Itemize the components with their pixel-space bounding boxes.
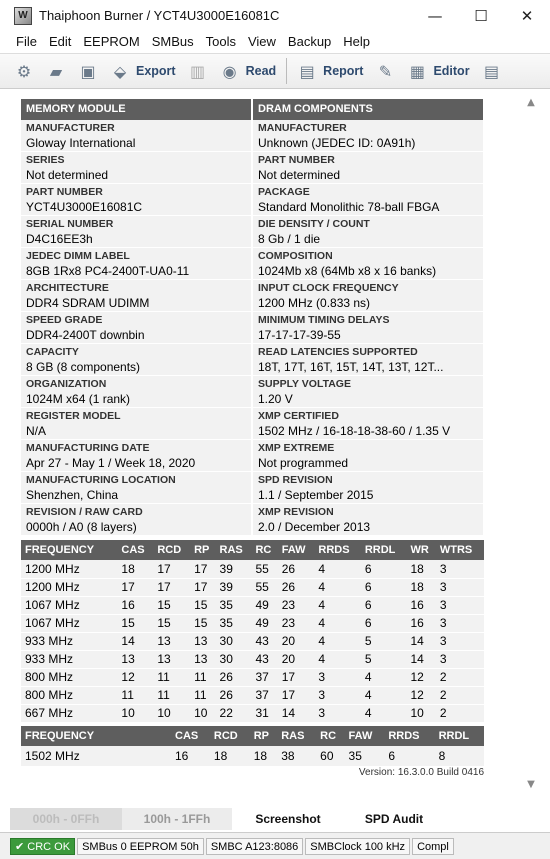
memory-module-field [21, 184, 251, 216]
table-cell: 1067 MHz [21, 596, 117, 614]
table-cell: 23 [278, 596, 315, 614]
table-cell: 18 [406, 560, 435, 578]
field-value: Unknown (JEDEC ID: 0A91h) [258, 136, 416, 150]
table-cell: 26 [278, 560, 315, 578]
export-button[interactable] [104, 56, 182, 86]
menu-file[interactable]: File [16, 33, 37, 49]
table-cell: 17 [190, 560, 215, 578]
dram-components-field [253, 216, 483, 248]
dram-components-column [253, 99, 483, 536]
lock-icon: ▥ [190, 61, 206, 81]
table-cell: 10 [190, 704, 215, 722]
table-row [21, 650, 484, 668]
field-value: 17-17-17-39-55 [258, 328, 341, 342]
memory-module-column [21, 99, 251, 536]
table-cell: 800 MHz [21, 686, 117, 704]
table-cell: 5 [361, 650, 407, 668]
window-title: Thaiphoon Burner / YCT4U3000E16081C [39, 8, 280, 23]
table-cell: 55 [251, 560, 277, 578]
timing-table [21, 540, 484, 723]
table-cell: 3 [314, 686, 360, 704]
table-cell: 1200 MHz [21, 560, 117, 578]
column-header: RRDS [314, 540, 360, 560]
table-cell: 3 [436, 650, 484, 668]
smbclock-status: SMBClock 100 kHz [305, 838, 410, 855]
table-cell: 39 [216, 560, 252, 578]
table-cell: 38 [277, 746, 316, 766]
memory-module-field [21, 312, 251, 344]
tools-button[interactable] [369, 56, 401, 86]
dram-components-field [253, 280, 483, 312]
table-cell: 11 [190, 668, 215, 686]
field-value: N/A [26, 424, 47, 438]
field-value: 8 GB (8 components) [26, 360, 141, 374]
dram-components-field [253, 408, 483, 440]
field-value: Standard Monolithic 78-ball FBGA [258, 200, 440, 214]
table-cell: 5 [361, 632, 407, 650]
table-cell: 667 MHz [21, 704, 117, 722]
table-cell: 16 [406, 596, 435, 614]
dram-components-field [253, 440, 483, 472]
column-header: RRDS [384, 726, 434, 746]
title-bar [0, 0, 550, 31]
version-label: Version: 16.3.0.0 Build 0416 [358, 767, 484, 778]
table-cell: 4 [314, 650, 360, 668]
table-cell: 55 [251, 578, 277, 596]
table-cell: 16 [117, 596, 153, 614]
memory-module-field [21, 152, 251, 184]
dram-components-field [253, 120, 483, 152]
table-cell: 43 [251, 650, 277, 668]
field-label: MANUFACTURING DATE [26, 442, 150, 454]
field-value: 1502 MHz / 16-18-18-38-60 / 1.35 V [258, 424, 451, 438]
save-button[interactable] [72, 56, 104, 86]
memory-module-field [21, 216, 251, 248]
column-header: FREQUENCY [21, 726, 171, 746]
table-cell: 14 [278, 704, 315, 722]
open-button[interactable] [40, 56, 72, 86]
editor-label: Editor [433, 64, 470, 78]
field-label: ORGANIZATION [26, 378, 107, 390]
menu-view[interactable]: View [247, 33, 276, 49]
tab-000h-0ffh[interactable]: 000h - 0FFh [10, 808, 122, 830]
memory-module-field [21, 504, 251, 536]
field-label: COMPOSITION [258, 250, 333, 262]
table-cell: 4 [361, 668, 407, 686]
column-header: FAW [278, 540, 315, 560]
export-label: Export [136, 64, 176, 78]
field-value: Gloway International [26, 136, 136, 150]
gear-icon: ⚙ [16, 61, 32, 81]
table-cell: 35 [345, 746, 385, 766]
table-row [21, 746, 484, 766]
xmp-timing-table [21, 726, 484, 766]
table-cell: 4 [314, 560, 360, 578]
spd-report-panel [8, 91, 518, 801]
dram-components-header: DRAM COMPONENTS [253, 99, 483, 120]
column-header: WR [406, 540, 435, 560]
table-row [21, 632, 484, 650]
timing-table-header [21, 540, 484, 560]
scroll-down-icon[interactable]: ▼ [527, 779, 535, 790]
view-tabs [10, 808, 540, 830]
field-value: D4C16EE3h [26, 232, 93, 246]
field-value: 1024M x64 (1 rank) [26, 392, 131, 406]
memory-module-field [21, 440, 251, 472]
floppy-disk-icon: ▣ [80, 61, 96, 81]
column-header: RRDL [435, 726, 484, 746]
table-cell: 4 [314, 578, 360, 596]
xmp-table-header [21, 726, 484, 746]
dram-components-field [253, 248, 483, 280]
menu-tools[interactable]: Tools [205, 33, 236, 49]
table-row [21, 614, 484, 632]
table-row [21, 668, 484, 686]
table-cell: 11 [117, 686, 153, 704]
table-cell: 30 [216, 650, 252, 668]
column-header: FAW [345, 726, 385, 746]
read-label: Read [245, 64, 277, 78]
table-cell: 3 [436, 614, 484, 632]
field-value: DDR4 SDRAM UDIMM [26, 296, 150, 310]
table-cell: 30 [216, 632, 252, 650]
table-cell: 10 [153, 704, 190, 722]
table-cell: 49 [251, 614, 277, 632]
table-cell: 14 [117, 632, 153, 650]
column-header: RAS [277, 726, 316, 746]
more-button[interactable] [476, 56, 508, 86]
table-cell: 35 [216, 596, 252, 614]
read-button[interactable] [214, 56, 283, 86]
minimize-button[interactable]: — [427, 6, 443, 25]
field-value: Apr 27 - May 1 / Week 18, 2020 [26, 456, 196, 470]
field-value: Not determined [26, 168, 109, 182]
field-label: PART NUMBER [26, 186, 103, 198]
field-label: MANUFACTURER [26, 122, 115, 134]
field-value: YCT4U3000E16081C [26, 200, 143, 214]
editor-icon: ▦ [409, 61, 426, 81]
table-cell: 3 [436, 632, 484, 650]
wrench-icon: ✎ [378, 61, 393, 81]
field-label: DIE DENSITY / COUNT [258, 218, 370, 230]
table-cell: 13 [117, 650, 153, 668]
table-cell: 1067 MHz [21, 614, 117, 632]
column-header: RC [316, 726, 344, 746]
field-value: 0000h / A0 (8 layers) [26, 520, 137, 534]
field-label: READ LATENCIES SUPPORTED [258, 346, 418, 358]
tab-100h-1ffh[interactable]: 100h - 1FFh [122, 808, 232, 830]
tab-screenshot[interactable]: Screenshot [255, 812, 321, 826]
field-label: INPUT CLOCK FREQUENCY [258, 282, 399, 294]
menu-bar [0, 31, 550, 51]
table-cell: 3 [314, 668, 360, 686]
table-cell: 13 [190, 650, 215, 668]
export-icon: ⬙ [113, 61, 127, 81]
editor-button[interactable] [401, 56, 475, 86]
field-label: SERIAL NUMBER [26, 218, 114, 230]
status-bar [0, 832, 550, 859]
table-cell: 2 [436, 704, 484, 722]
memory-module-field [21, 408, 251, 440]
table-cell: 800 MHz [21, 668, 117, 686]
table-cell: 39 [216, 578, 252, 596]
table-cell: 13 [153, 650, 190, 668]
table-cell: 18 [406, 578, 435, 596]
window-controls [412, 0, 550, 31]
column-header: WTRS [436, 540, 484, 560]
table-cell: 1200 MHz [21, 578, 117, 596]
table-cell: 15 [190, 596, 215, 614]
field-label: JEDEC DIMM LABEL [26, 250, 130, 262]
field-label: SUPPLY VOLTAGE [258, 378, 351, 390]
dram-components-field [253, 152, 483, 184]
menu-eeprom[interactable]: EEPROM [83, 33, 140, 49]
maximize-button[interactable]: ☐ [474, 6, 488, 25]
table-cell: 15 [117, 614, 153, 632]
table-cell: 6 [384, 746, 434, 766]
folder-icon: ▰ [49, 61, 63, 81]
field-value: 1.20 V [258, 392, 293, 406]
table-cell: 12 [117, 668, 153, 686]
smbc-status: SMBC A123:8086 [206, 838, 303, 855]
field-label: SERIES [26, 154, 65, 166]
toolbar [0, 53, 550, 89]
field-label: MANUFACTURING LOCATION [26, 474, 176, 486]
app-logo-icon: W [14, 7, 32, 25]
table-cell: 43 [251, 632, 277, 650]
field-label: REGISTER MODEL [26, 410, 121, 422]
table-cell: 18 [250, 746, 278, 766]
column-header: RP [250, 726, 278, 746]
field-label: XMP EXTREME [258, 442, 335, 454]
table-cell: 8 [435, 746, 484, 766]
table-cell: 15 [153, 614, 190, 632]
field-value: 1.1 / September 2015 [258, 488, 374, 502]
table-cell: 4 [361, 686, 407, 704]
column-header: RC [251, 540, 277, 560]
table-cell: 11 [190, 686, 215, 704]
read-magnifier-icon: ◉ [222, 61, 237, 81]
table-cell: 2 [436, 686, 484, 704]
memory-module-field [21, 472, 251, 504]
field-label: MINIMUM TIMING DELAYS [258, 314, 390, 326]
menu-smbus[interactable]: SMBus [151, 33, 194, 49]
table-cell: 26 [216, 686, 252, 704]
table-cell: 20 [278, 650, 315, 668]
field-value: Not determined [258, 168, 341, 182]
table-cell: 17 [153, 560, 190, 578]
table-row [21, 686, 484, 704]
table-cell: 4 [314, 614, 360, 632]
table-cell: 26 [278, 578, 315, 596]
table-cell: 4 [361, 704, 407, 722]
table-cell: 3 [436, 578, 484, 596]
dram-components-field [253, 504, 483, 536]
field-value: 18T, 17T, 16T, 15T, 14T, 13T, 12T... [258, 360, 444, 374]
table-cell: 17 [117, 578, 153, 596]
table-cell: 16 [171, 746, 210, 766]
table-cell: 2 [436, 668, 484, 686]
table-row [21, 560, 484, 578]
report-label: Report [323, 64, 364, 78]
table-cell: 13 [190, 632, 215, 650]
smbus-eeprom-status: SMBus 0 EEPROM 50h [77, 838, 204, 855]
report-button[interactable] [291, 56, 369, 86]
field-label: REVISION / RAW CARD [26, 506, 143, 518]
field-label: ARCHITECTURE [26, 282, 109, 294]
dram-components-field [253, 184, 483, 216]
table-cell: 4 [314, 596, 360, 614]
table-cell: 31 [251, 704, 277, 722]
table-cell: 933 MHz [21, 632, 117, 650]
table-cell: 17 [190, 578, 215, 596]
crc-status-badge: ✔ CRC OK [10, 838, 75, 855]
column-header: CAS [117, 540, 153, 560]
column-header: RP [190, 540, 215, 560]
table-cell: 37 [251, 668, 277, 686]
table-cell: 17 [278, 668, 315, 686]
column-header: RCD [153, 540, 190, 560]
field-value: 2.0 / December 2013 [258, 520, 371, 534]
memory-module-header: MEMORY MODULE [21, 99, 251, 120]
memory-module-field [21, 248, 251, 280]
table-cell: 11 [153, 686, 190, 704]
table-cell: 20 [278, 632, 315, 650]
table-cell: 3 [436, 596, 484, 614]
table-cell: 14 [406, 650, 435, 668]
table-cell: 6 [361, 560, 407, 578]
report-icon: ▤ [299, 61, 315, 81]
field-value: 1200 MHz (0.833 ns) [258, 296, 371, 310]
menu-help[interactable]: Help [343, 33, 371, 49]
table-cell: 15 [190, 614, 215, 632]
field-label: XMP CERTIFIED [258, 410, 339, 422]
table-cell: 1502 MHz [21, 746, 171, 766]
dram-components-field [253, 344, 483, 376]
table-cell: 10 [406, 704, 435, 722]
table-cell: 3 [436, 560, 484, 578]
field-label: XMP REVISION [258, 506, 334, 518]
close-button[interactable]: ✕ [520, 6, 534, 25]
settings-button[interactable] [8, 56, 40, 86]
column-header: CAS [171, 726, 210, 746]
dram-components-field [253, 312, 483, 344]
dram-components-field [253, 472, 483, 504]
field-label: PART NUMBER [258, 154, 335, 166]
field-label: MANUFACTURER [258, 122, 347, 134]
table-cell: 6 [361, 596, 407, 614]
table-row [21, 596, 484, 614]
memory-module-field [21, 280, 251, 312]
table-cell: 6 [361, 578, 407, 596]
table-cell: 16 [406, 614, 435, 632]
table-cell: 15 [153, 596, 190, 614]
column-header: RRDL [361, 540, 407, 560]
field-label: CAPACITY [26, 346, 79, 358]
table-cell: 23 [278, 614, 315, 632]
memory-module-field [21, 120, 251, 152]
table-cell: 14 [406, 632, 435, 650]
column-header: RCD [210, 726, 250, 746]
lock-button[interactable] [182, 56, 214, 86]
completion-status: Compl [412, 838, 454, 855]
memory-module-field [21, 344, 251, 376]
table-cell: 60 [316, 746, 344, 766]
dram-components-field [253, 376, 483, 408]
menu-backup[interactable]: Backup [287, 33, 332, 49]
field-label: PACKAGE [258, 186, 310, 198]
field-value: Not programmed [258, 456, 349, 470]
table-cell: 933 MHz [21, 650, 117, 668]
table-cell: 12 [406, 686, 435, 704]
table-cell: 6 [361, 614, 407, 632]
vertical-scrollbar[interactable] [520, 91, 542, 801]
toolbar-separator [286, 58, 287, 84]
memory-module-field [21, 376, 251, 408]
table-cell: 37 [251, 686, 277, 704]
scroll-up-icon[interactable]: ▲ [527, 97, 535, 108]
table-cell: 11 [153, 668, 190, 686]
table-row [21, 704, 484, 722]
table-cell: 22 [216, 704, 252, 722]
field-label: SPEED GRADE [26, 314, 103, 326]
table-cell: 49 [251, 596, 277, 614]
field-value: 8GB 1Rx8 PC4-2400T-UA0-11 [26, 264, 190, 278]
tab-spd-audit[interactable]: SPD Audit [364, 812, 424, 826]
table-cell: 17 [278, 686, 315, 704]
field-value: 8 Gb / 1 die [258, 232, 321, 246]
column-header: FREQUENCY [21, 540, 117, 560]
table-cell: 10 [117, 704, 153, 722]
table-row [21, 578, 484, 596]
table-cell: 18 [210, 746, 250, 766]
table-cell: 3 [314, 704, 360, 722]
table-cell: 17 [153, 578, 190, 596]
table-cell: 4 [314, 632, 360, 650]
field-value: DDR4-2400T downbin [26, 328, 145, 342]
field-label: SPD REVISION [258, 474, 333, 486]
table-cell: 13 [153, 632, 190, 650]
table-cell: 35 [216, 614, 252, 632]
chip-icon: ▤ [484, 61, 500, 81]
column-header: RAS [216, 540, 252, 560]
menu-edit[interactable]: Edit [48, 33, 72, 49]
table-cell: 18 [117, 560, 153, 578]
field-value: 1024Mb x8 (64Mb x8 x 16 banks) [258, 264, 437, 278]
table-cell: 26 [216, 668, 252, 686]
table-cell: 12 [406, 668, 435, 686]
field-value: Shenzhen, China [26, 488, 119, 502]
